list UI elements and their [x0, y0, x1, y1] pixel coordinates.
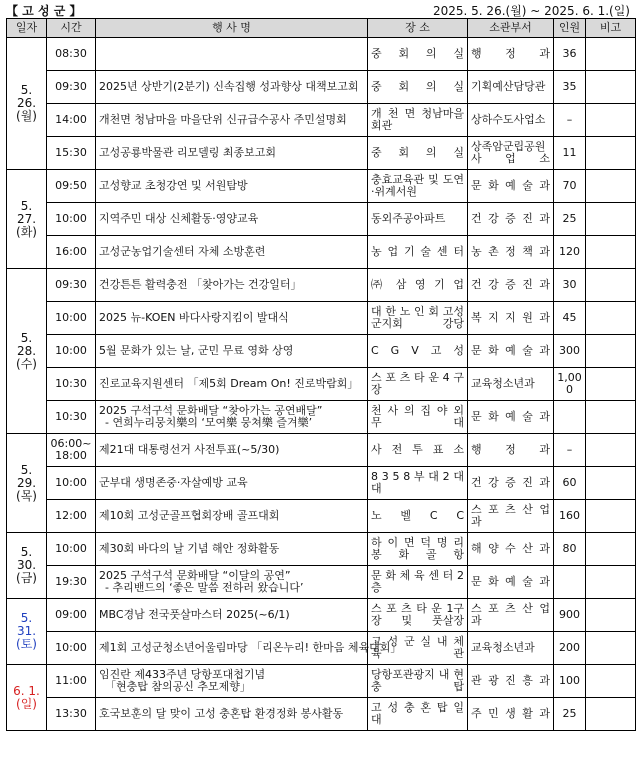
- dept-cell: 교육청소년과: [468, 368, 554, 401]
- event-title: 임진란 제433주년 당항포대첩기념: [99, 668, 266, 681]
- date-cell: [7, 434, 47, 533]
- time-cell: 10:30: [47, 368, 96, 401]
- event-title: MBC경남 전국풋살마스터 2025(~6/1): [99, 608, 290, 621]
- count-cell: 100: [554, 665, 586, 698]
- dept-cell: 상하수도사업소: [468, 104, 554, 137]
- col-header-time: 시간: [47, 19, 96, 38]
- time-cell: 10:00: [47, 533, 96, 566]
- table-row: [7, 137, 636, 170]
- dept-cell: 해 양 수 산 과: [468, 533, 554, 566]
- weekday-value: (토): [16, 637, 37, 651]
- dept-cell: 스 포 츠 산 업 과: [468, 500, 554, 533]
- event-cell: [96, 236, 368, 269]
- time-cell: 09:00: [47, 599, 96, 632]
- event-title: 개천면 청남마을 마을단위 신규급수공사 주민설명회: [99, 113, 347, 126]
- weekday-value: (월): [16, 109, 37, 123]
- table-row: [7, 500, 636, 533]
- event-subtitle: 「현충탑 참의공신 추모제향」: [105, 680, 251, 693]
- count-cell: 45: [554, 302, 586, 335]
- event-title: 2025년 상반기(2분기) 신속집행 성과향상 대책보고회: [99, 80, 359, 93]
- date-value: 6. 1.: [13, 683, 40, 698]
- schedule-table: [6, 18, 636, 731]
- time-cell: 13:30: [47, 698, 96, 731]
- count-cell: 36: [554, 38, 586, 71]
- table-row: [7, 599, 636, 632]
- event-title: 2025 뉴-KOEN 바다사랑지킴이 발대식: [99, 311, 289, 324]
- note-cell: [586, 665, 636, 698]
- time-cell: 11:00: [47, 665, 96, 698]
- date-value: 5. 27.: [16, 198, 37, 226]
- table-row: [7, 38, 636, 71]
- note-cell: [586, 236, 636, 269]
- event-title: 2025 구석구석 문화배달 “찾아가는 공연배달”: [99, 404, 323, 417]
- count-cell: 25: [554, 698, 586, 731]
- place-cell: 스 포 츠 타 운 4 구 장: [368, 368, 468, 401]
- col-header-date: 일자: [7, 19, 47, 38]
- table-row: [7, 335, 636, 368]
- table-row: [7, 71, 636, 104]
- weekday-value: (금): [16, 571, 37, 585]
- place-cell: 천 사 의 집 야 외 무 대: [368, 401, 468, 434]
- dept-cell: 교육청소년과: [468, 632, 554, 665]
- dept-cell: 기획예산담당관: [468, 71, 554, 104]
- time-cell: 10:00: [47, 203, 96, 236]
- event-cell: [96, 698, 368, 731]
- note-cell: [586, 698, 636, 731]
- event-title: 군부대 생명존중·자살예방 교육: [99, 476, 248, 489]
- event-cell: [96, 38, 368, 71]
- time-cell: 09:50: [47, 170, 96, 203]
- place-cell: 충효교육관 및 도연·위계서원: [368, 170, 468, 203]
- weekday-value: (화): [16, 224, 37, 239]
- event-title: 제21대 대통령선거 사전투표(~5/30): [99, 443, 280, 456]
- dept-cell: 농 촌 정 책 과: [468, 236, 554, 269]
- event-title: 지역주민 대상 신체활동·영양교육: [99, 212, 259, 225]
- dept-cell: 건 강 증 진 과: [468, 203, 554, 236]
- dept-cell: 문 화 예 술 과: [468, 566, 554, 599]
- event-title: 제1회 고성군청소년어울림마당 「리온누리! 한마음 체육대회」: [99, 641, 402, 654]
- place-cell: 스 포 츠 타 운 1구장 및 풋살장: [368, 599, 468, 632]
- event-cell: [96, 368, 368, 401]
- event-cell: [96, 665, 368, 698]
- dept-cell: 문 화 예 술 과: [468, 401, 554, 434]
- place-cell: 중 회 의 실: [368, 137, 468, 170]
- count-cell: 1,00 0: [554, 368, 586, 401]
- date-cell: [7, 269, 47, 434]
- dept-cell: 행 정 과: [468, 38, 554, 71]
- place-cell: C G V 고 성: [368, 335, 468, 368]
- note-cell: [586, 269, 636, 302]
- count-cell: 160: [554, 500, 586, 533]
- table-row: [7, 368, 636, 401]
- date-value: 5. 30.: [16, 545, 37, 572]
- col-header-count: 인원: [554, 19, 586, 38]
- col-header-place: 장 소: [368, 19, 468, 38]
- dept-cell: 스 포 츠 산 업 과: [468, 599, 554, 632]
- count-cell: 200: [554, 632, 586, 665]
- time-cell: 12:00: [47, 500, 96, 533]
- event-cell: [96, 434, 368, 467]
- event-cell: [96, 269, 368, 302]
- time-cell: 16:00: [47, 236, 96, 269]
- table-row: [7, 236, 636, 269]
- dept-cell: 건 강 증 진 과: [468, 269, 554, 302]
- table-row: [7, 434, 636, 467]
- note-cell: [586, 632, 636, 665]
- time-cell: 19:30: [47, 566, 96, 599]
- table-row: [7, 665, 636, 698]
- place-cell: 중 회 의 실: [368, 38, 468, 71]
- count-cell: –: [554, 104, 586, 137]
- table-row: [7, 203, 636, 236]
- event-cell: [96, 467, 368, 500]
- weekday-value: (수): [16, 356, 37, 371]
- table-row: [7, 104, 636, 137]
- table-row: [7, 401, 636, 434]
- event-cell: [96, 335, 368, 368]
- table-row: [7, 467, 636, 500]
- org-title: 【 고 성 군 】: [6, 4, 82, 18]
- note-cell: [586, 467, 636, 500]
- note-cell: [586, 368, 636, 401]
- event-cell: [96, 203, 368, 236]
- count-cell: [554, 566, 586, 599]
- place-cell: 하 이 면 덕 명 리 봉 화 골 항: [368, 533, 468, 566]
- weekday-value: (목): [16, 488, 37, 503]
- place-cell: 고 성 충 혼 탑 일 대: [368, 698, 468, 731]
- event-cell: [96, 401, 368, 434]
- time-cell: 10:00: [47, 467, 96, 500]
- time-cell: 14:00: [47, 104, 96, 137]
- note-cell: [586, 500, 636, 533]
- table-row: [7, 566, 636, 599]
- event-subtitle: - 연희누리뭉치樂의 ‘모여樂 뭉쳐樂 즐겨樂’: [105, 416, 313, 429]
- table-header-row: [7, 19, 636, 38]
- time-cell: 10:00: [47, 632, 96, 665]
- note-cell: [586, 533, 636, 566]
- note-cell: [586, 434, 636, 467]
- count-cell: 120: [554, 236, 586, 269]
- date-value: 5. 29.: [16, 462, 37, 490]
- time-cell: 10:30: [47, 401, 96, 434]
- event-subtitle: - 추리밴드의 ‘좋은 말씀 전하러 왔습니다’: [105, 581, 304, 594]
- event-title: 고성향교 초청강연 및 서원탐방: [99, 179, 248, 192]
- event-cell: [96, 137, 368, 170]
- dept-cell: 행 정 과: [468, 434, 554, 467]
- event-title: 건강튼튼 활력충전 「찾아가는 건강일터」: [99, 278, 302, 291]
- table-row: [7, 533, 636, 566]
- note-cell: [586, 38, 636, 71]
- col-header-note: 비고: [586, 19, 636, 38]
- col-header-event: 행 사 명: [96, 19, 368, 38]
- event-title: 5월 문화가 있는 날, 군민 무료 영화 상영: [99, 344, 294, 357]
- table-row: [7, 170, 636, 203]
- weekday-value: (일): [16, 696, 37, 711]
- place-cell: 중 회 의 실: [368, 71, 468, 104]
- note-cell: [586, 203, 636, 236]
- note-cell: [586, 71, 636, 104]
- event-title: 고성공룡박물관 리모델링 최종보고회: [99, 146, 277, 159]
- date-cell: [7, 599, 47, 665]
- count-cell: 11: [554, 137, 586, 170]
- dept-cell: 문 화 예 술 과: [468, 170, 554, 203]
- note-cell: [586, 104, 636, 137]
- date-cell: [7, 665, 47, 731]
- place-cell: 농 업 기 술 센 터: [368, 236, 468, 269]
- date-value: 5. 26.: [16, 83, 37, 110]
- event-cell: [96, 302, 368, 335]
- event-cell: [96, 170, 368, 203]
- note-cell: [586, 599, 636, 632]
- table-row: [7, 632, 636, 665]
- dept-cell: 복 지 지 원 과: [468, 302, 554, 335]
- time-cell: 15:30: [47, 137, 96, 170]
- note-cell: [586, 170, 636, 203]
- date-cell: [7, 38, 47, 170]
- count-cell: 70: [554, 170, 586, 203]
- place-cell: 당항포관광지 내 현 충 탑: [368, 665, 468, 698]
- event-cell: [96, 566, 368, 599]
- dept-cell: 주 민 생 활 과: [468, 698, 554, 731]
- count-cell: 60: [554, 467, 586, 500]
- place-cell: 동외주공아파트: [368, 203, 468, 236]
- event-title: 고성군농업기술센터 자체 소방훈련: [99, 245, 266, 258]
- event-title: 2025 구석구석 문화배달 “이달의 공연”: [99, 569, 291, 582]
- time-cell: 09:30: [47, 71, 96, 104]
- date-value: 5. 31.: [16, 611, 37, 638]
- time-cell: 10:00: [47, 335, 96, 368]
- date-value: 5. 28.: [16, 330, 37, 358]
- place-cell: 대 한 노 인 회 고성군지회 강당: [368, 302, 468, 335]
- count-cell: 900: [554, 599, 586, 632]
- dept-cell: 관 광 진 흥 과: [468, 665, 554, 698]
- place-cell: 사 전 투 표 소: [368, 434, 468, 467]
- event-cell: [96, 599, 368, 632]
- note-cell: [586, 566, 636, 599]
- count-cell: 35: [554, 71, 586, 104]
- count-cell: –: [554, 434, 586, 467]
- table-row: [7, 698, 636, 731]
- time-cell: 09:30: [47, 269, 96, 302]
- event-title: 제10회 고성군골프협회장배 골프대회: [99, 509, 280, 522]
- note-cell: [586, 401, 636, 434]
- dept-cell: 건 강 증 진 과: [468, 467, 554, 500]
- time-cell: 08:30: [47, 38, 96, 71]
- place-cell: 개 천 면 청남마을회관: [368, 104, 468, 137]
- place-cell: ㈜ 삼 영 기 업: [368, 269, 468, 302]
- count-cell: 30: [554, 269, 586, 302]
- event-cell: [96, 533, 368, 566]
- time-cell: 06:00~ 18:00: [47, 434, 96, 467]
- note-cell: [586, 302, 636, 335]
- document-header: [6, 2, 634, 17]
- table-body: [7, 38, 636, 731]
- place-cell: 문 화 체 육 센 터 2 층: [368, 566, 468, 599]
- event-title: 진로교육지원센터 「제5회 Dream On! 진로박람회」: [99, 377, 359, 390]
- count-cell: [554, 401, 586, 434]
- place-cell: 8 3 5 8 부 대 2 대 대: [368, 467, 468, 500]
- table-row: [7, 269, 636, 302]
- table-row: [7, 302, 636, 335]
- count-cell: 25: [554, 203, 586, 236]
- event-cell: [96, 500, 368, 533]
- event-title: 제30회 바다의 날 기념 해안 정화활동: [99, 542, 280, 555]
- date-cell: [7, 533, 47, 599]
- event-cell: [96, 632, 402, 665]
- date-range: 2025. 5. 26.(월) ~ 2025. 6. 1.(일): [433, 4, 630, 18]
- note-cell: [586, 137, 636, 170]
- place-cell: 고 성 군 실 내 체 육 관: [368, 632, 468, 665]
- place-cell: 노 벨 C C: [368, 500, 468, 533]
- count-cell: 80: [554, 533, 586, 566]
- count-cell: 300: [554, 335, 586, 368]
- event-cell: [96, 71, 368, 104]
- col-header-dept: 소관부서: [468, 19, 554, 38]
- event-cell: [96, 104, 368, 137]
- note-cell: [586, 335, 636, 368]
- event-title: 호국보훈의 달 맞이 고성 충혼탑 환경정화 봉사활동: [99, 707, 344, 720]
- time-cell: 10:00: [47, 302, 96, 335]
- dept-cell: 상족암군립공원 사 업 소: [468, 137, 554, 170]
- date-cell: [7, 170, 47, 269]
- dept-cell: 문 화 예 술 과: [468, 335, 554, 368]
